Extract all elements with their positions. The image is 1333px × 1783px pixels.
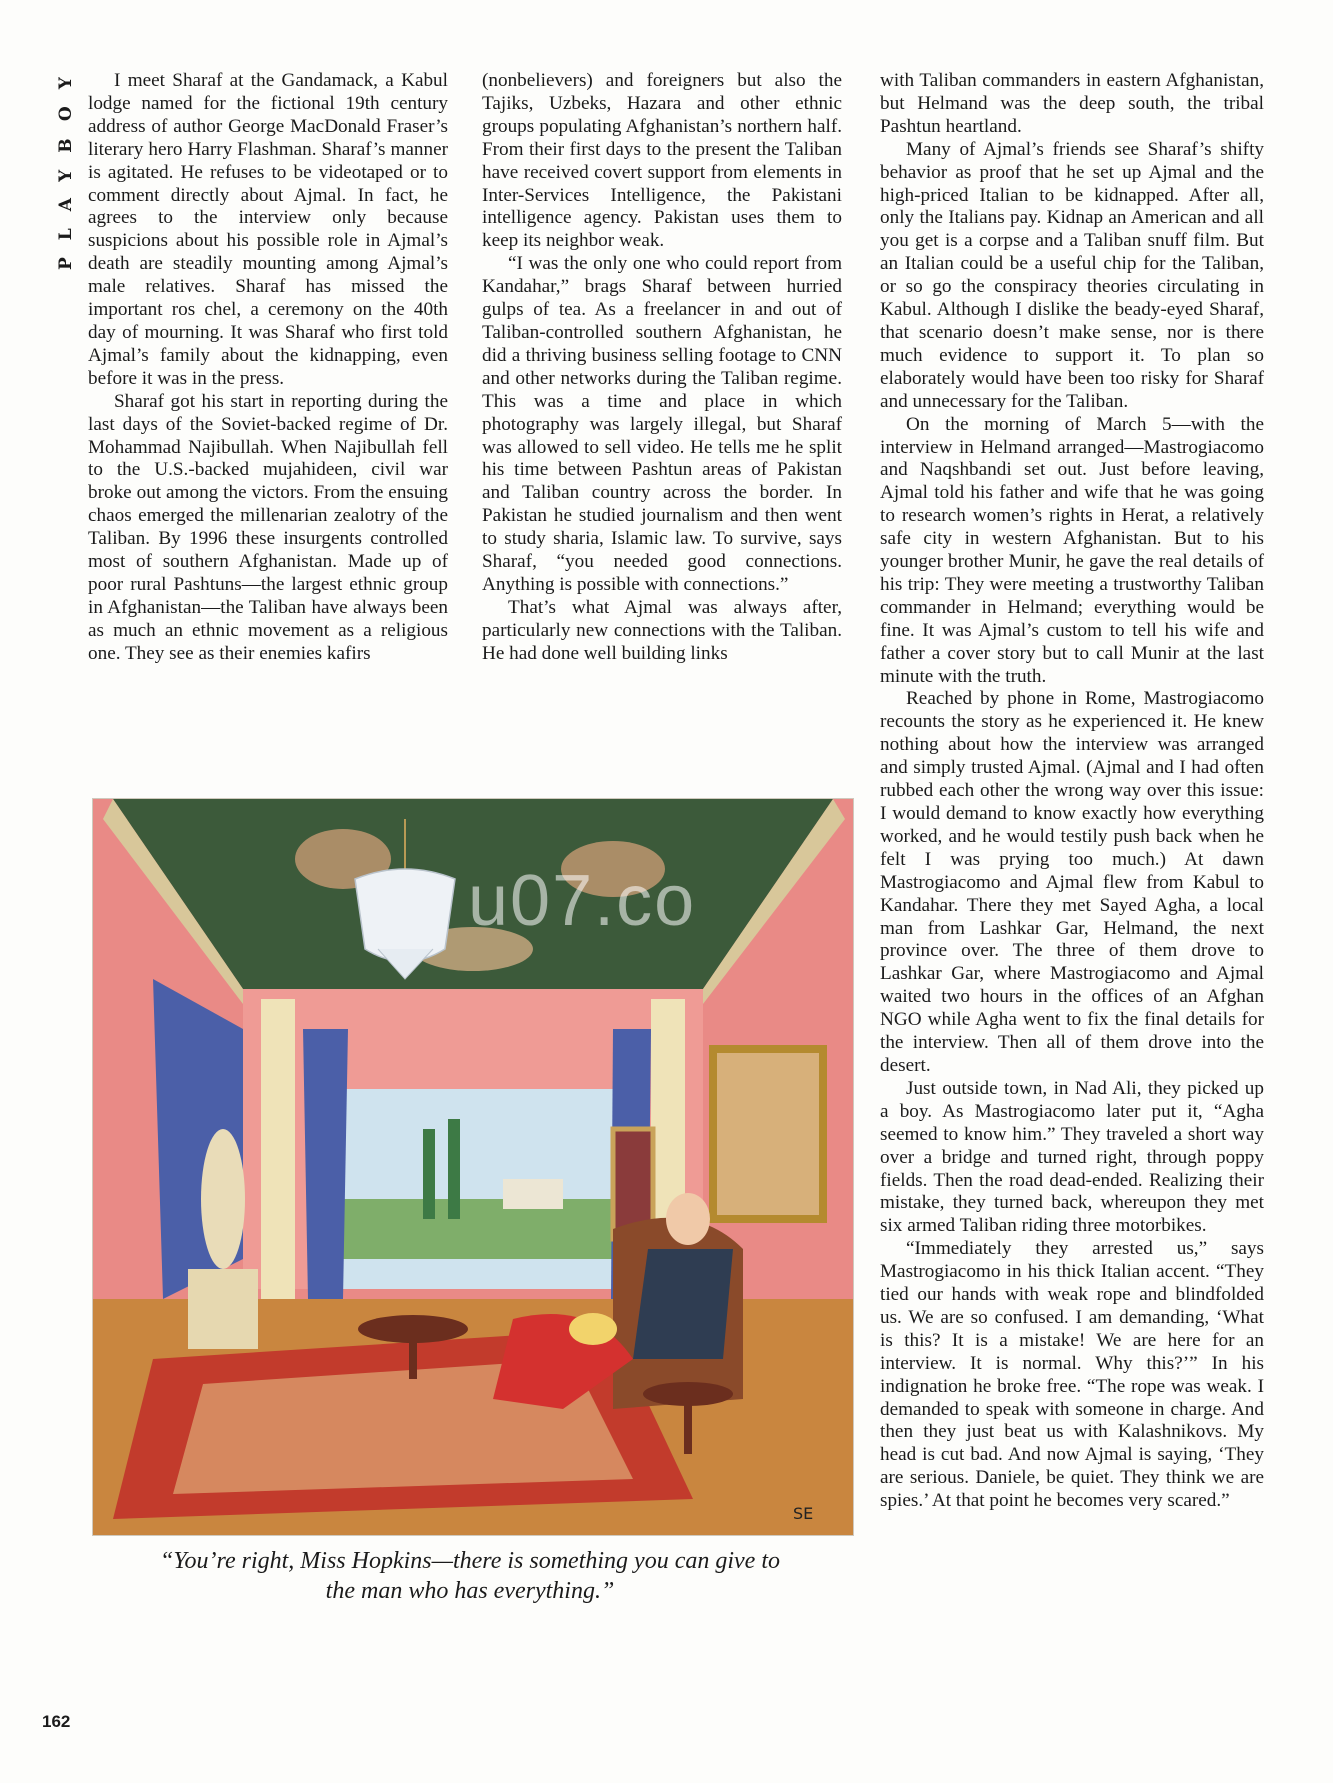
- artist-signature: SE: [793, 1504, 814, 1523]
- distant-temple: [503, 1179, 563, 1209]
- column-left: [261, 999, 295, 1299]
- seated-man: [633, 1249, 733, 1359]
- cypress-tree: [448, 1119, 460, 1219]
- statue-pedestal: [188, 1269, 258, 1349]
- magazine-masthead: [26, 60, 76, 270]
- paragraph: Reached by phone in Rome, Mastrogiacomo recounts the story as he experienced it. He knew nothing about how the interview was arranged and simply trusted Ajmal. (Ajmal and I had often rubbed each other the wrong way over this issue: I would demand to know exactly how everything worked, and he would testily push back when he felt I was prying too much.) At dawn Mastrogiacomo and Ajmal flew from Kabul to Kandahar. There they met Sayed Agha, a local man from Lashkar Gar, Helmand, the next province over. The three of them drove to Lashkar Gar, where Mastrogiacomo and Ajmal waited two hours in the offices of an Afghan NGO while Agha went to fix the final details for the interview. Then all of them drove into the desert.: [880, 688, 1264, 1076]
- caption-line-1: “You’re right, Miss Hopkins—there is something you can give to: [160, 1548, 780, 1574]
- paragraph: Just outside town, in Nad Ali, they picked up a boy. As Mastrogiacomo later put it, “Agha seemed to know him.” They traveled a short way over a bridge and turned right, through poppy fields. Then the road dead-ended. Realizing their mistake, they turned back, whereupon they met six armed Taliban riding three motorbikes.: [880, 1077, 1264, 1237]
- cypress-tree: [423, 1129, 435, 1219]
- curtain-left: [303, 1029, 348, 1299]
- paragraph: Many of Ajmal’s friends see Sharaf’s shifty behavior as proof that he set up Ajmal and the high-priced Italian to be kidnapped. After all, only the Italians pay. Kidnap an American and all you get is a corpse and a Taliban snuff film. But an Italian could be a useful chip for the Taliban, or so go the conspiracy theories circulating in Kabul. Although I dislike the beady-eyed Sharaf, that scenario doesn’t make sense, nor is there much evidence to support it. To plan so elaborately would have been too risky for Sharaf and unnecessary for the Taliban.: [880, 138, 1264, 412]
- cartoon-caption: [100, 1546, 840, 1606]
- masthead-text: PLAYBOY: [56, 60, 76, 270]
- paragraph: “Immediately they arrested us,” says Mastrogiacomo in his thick Italian accent. “They tied our hands with weak rope and blindfolded us. We are so confused. I am demanding, ‘What is this? It is a mistake! We are here for an interview. It is normal. Why this?’” In his indignation he broke free. “The rope was weak. I demanded to speak with someone in charge. And then they just beat us with Kalashnikovs. My head is cut bad. And now Ajmal is saying, ‘They are serious. Daniele, be quiet. They think we are spies.’ At that point he becomes very scared.”: [880, 1238, 1264, 1512]
- paragraph: (nonbelievers) and foreigners but also the Tajiks, Uzbeks, Hazara and other ethnic groups populating Afghanistan’s northern half. From their first days to the present the Taliban have received covert support from elements in Inter-Services Intelligence, the Pakistani intelligence agency. Pakistan uses them to keep its neighbor weak.: [482, 70, 842, 252]
- article-column-1: [88, 70, 448, 666]
- statue: [201, 1129, 245, 1269]
- page-number: 162: [42, 1712, 71, 1731]
- article-column-3: [880, 70, 1264, 1513]
- kneeling-woman-hair: [569, 1313, 617, 1345]
- watermark: u07.co: [468, 861, 697, 941]
- paragraph: Sharaf got his start in reporting during the last days of the Soviet-backed regime of Dr. Mohammad Najibullah. When Najibullah fell to the U.S.-backed mujahideen, civil war broke out among the victors. From the ensuing chaos emerged the millenarian zealotry of the Taliban. By 1996 these insurgents controlled most of southern Afghanistan. Made up of poor rural Pashtuns—the largest ethnic group in Afghanistan—the Taliban have always been as much an ethnic movement as a religious one. They see as their enemies kafirs: [88, 390, 448, 664]
- coffee-table-leg: [409, 1329, 417, 1379]
- paragraph: “I was the only one who could report from Kandahar,” brags Sharaf between hurried gulps of tea. As a freelancer in and out of Taliban-controlled southern Afghanistan, he did a thriving business selling footage to CNN and other networks during the Taliban regime. This was a time and place in which photography was largely illegal, but Sharaf was allowed to sell video. He tells me he split his time between Pashtun areas of Pakistan and Taliban country across the border. In Pakistan he studied journalism and then went to study sharia, Islamic law. To survive, says Sharaf, “you needed good connections. Anything is possible with connections.”: [482, 253, 842, 595]
- side-table-leg: [684, 1394, 692, 1454]
- paragraph: That’s what Ajmal was always after, particularly new connections with the Taliban. He had done well building links: [482, 596, 842, 664]
- paragraph: with Taliban commanders in eastern Afghanistan, but Helmand was the deep south, the tribal Pashtun heartland.: [880, 70, 1264, 137]
- seated-man-head: [666, 1193, 710, 1245]
- paragraph: On the morning of March 5—with the interview in Helmand arranged—Mastrogiacomo and Naqshbandi set out. Just before leaving, Ajmal told his father and wife that he was going to research women’s rights in Herat, a relatively safe city in western Afghanistan. But to his younger brother Munir, he gave the real details of his trip: They were meeting a trustworthy Taliban commander in Helmand; everything would be fine. It was Ajmal’s custom to tell his wife and father a cover story but to call Munir at the last minute with the truth.: [880, 413, 1264, 687]
- garden-hedge: [343, 1199, 613, 1259]
- caption-line-2: the man who has everything.”: [325, 1578, 615, 1604]
- framed-portrait: [713, 1049, 823, 1219]
- paragraph: I meet Sharaf at the Gandamack, a Kabul lodge named for the fictional 19th century address of author George MacDonald Fraser’s literary hero Harry Flashman. Sharaf’s manner is agitated. He refuses to be videotaped or to comment directly about Ajmal. In fact, he agrees to the interview only because suspicions about his possible role in Ajmal’s death are steadily mounting among Ajmal’s male relatives. Sharaf has missed the important ros chel, a ceremony on the 40th day of mourning. It was Sharaf who first told Ajmal’s family about the kidnapping, even before it was in the press.: [88, 70, 448, 389]
- article-column-2: [482, 70, 842, 666]
